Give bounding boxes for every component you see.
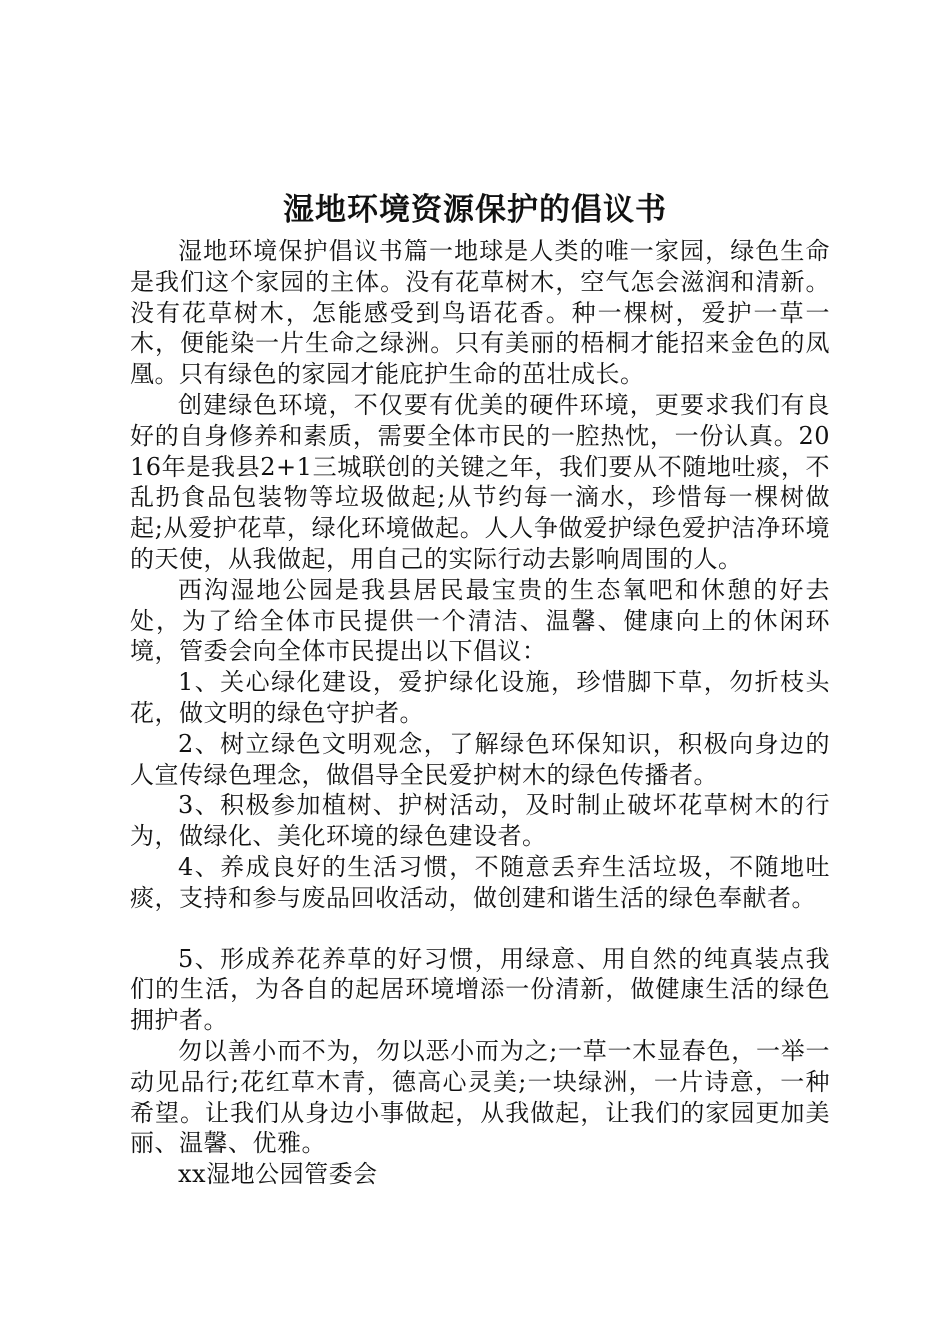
paragraph-closing: 勿以善小而不为，勿以恶小而为之;一草一木显春色，一举一动见品行;花红草木青，德高心灵美;一块绿洲，一片诗意，一种希望。让我们从身边小事做起，从我做起，让我们的家园更加美丽、温馨、优雅。 bbox=[130, 1036, 830, 1158]
proposal-item-1: 1、关心绿化建设，爱护绿化设施，珍惜脚下草，勿折枝头花，做文明的绿色守护者。 bbox=[130, 668, 830, 727]
paragraph-intro: 湿地环境保护倡议书篇一地球是人类的唯一家园，绿色生命是我们这个家园的主体。没有花草树木，空气怎会滋润和清新。没有花草树木，怎能感受到鸟语花香。种一棵树，爱护一草一木，便能染一片生命之绿洲。只有美丽的梧桐才能招来金色的凤凰。只有绿色的家园才能庇护生命的茁壮成长。 bbox=[130, 237, 830, 389]
proposal-item-5: 5、形成养花养草的好习惯，用绿意、用自然的纯真装点我们的生活，为各自的起居环境增添一份清新，做健康生活的绿色拥护者。 bbox=[130, 944, 830, 1035]
document-title: 湿地环境资源保护的倡议书 bbox=[283, 192, 667, 228]
proposal-item-3: 3、积极参加植树、护树活动，及时制止破坏花草树木的行为，做绿化、美化环境的绿色建设者。 bbox=[130, 791, 830, 851]
proposal-item-4: 4、养成良好的生活习惯，不随意丢弃生活垃圾，不随地吐痰，支持和参与废品回收活动，做创建和谐生活的绿色奉献者。 bbox=[130, 852, 830, 912]
document-body bbox=[130, 236, 830, 1190]
paragraph-wetland-park: 西沟湿地公园是我县居民最宝贵的生态氧吧和休憩的好去处，为了给全体市民提供一个清洁、温馨、健康向上的休闲环境，管委会向全体市民提出以下倡议： bbox=[130, 575, 830, 666]
paragraph-gap bbox=[130, 914, 830, 944]
signature-line: xx湿地公园管委会 bbox=[178, 1160, 378, 1189]
proposal-item-2: 2、树立绿色文明观念，了解绿色环保知识，积极向身边的人宣传绿色理念，做倡导全民爱护树木的绿色传播者。 bbox=[130, 729, 830, 789]
paragraph-green-environment: 创建绿色环境，不仅要有优美的硬件环境，更要求我们有良好的自身修养和素质，需要全体市民的一腔热忱，一份认真。2016年是我县2+1三城联创的关键之年，我们要从不随地吐痰，不乱扔食品包装物等垃圾做起;从节约每一滴水，珍惜每一棵树做起;从爱护花草，绿化环境做起。人人争做爱护绿色爱护洁净环境的天使，从我做起，用自己的实际行动去影响周围的人。 bbox=[130, 390, 830, 573]
